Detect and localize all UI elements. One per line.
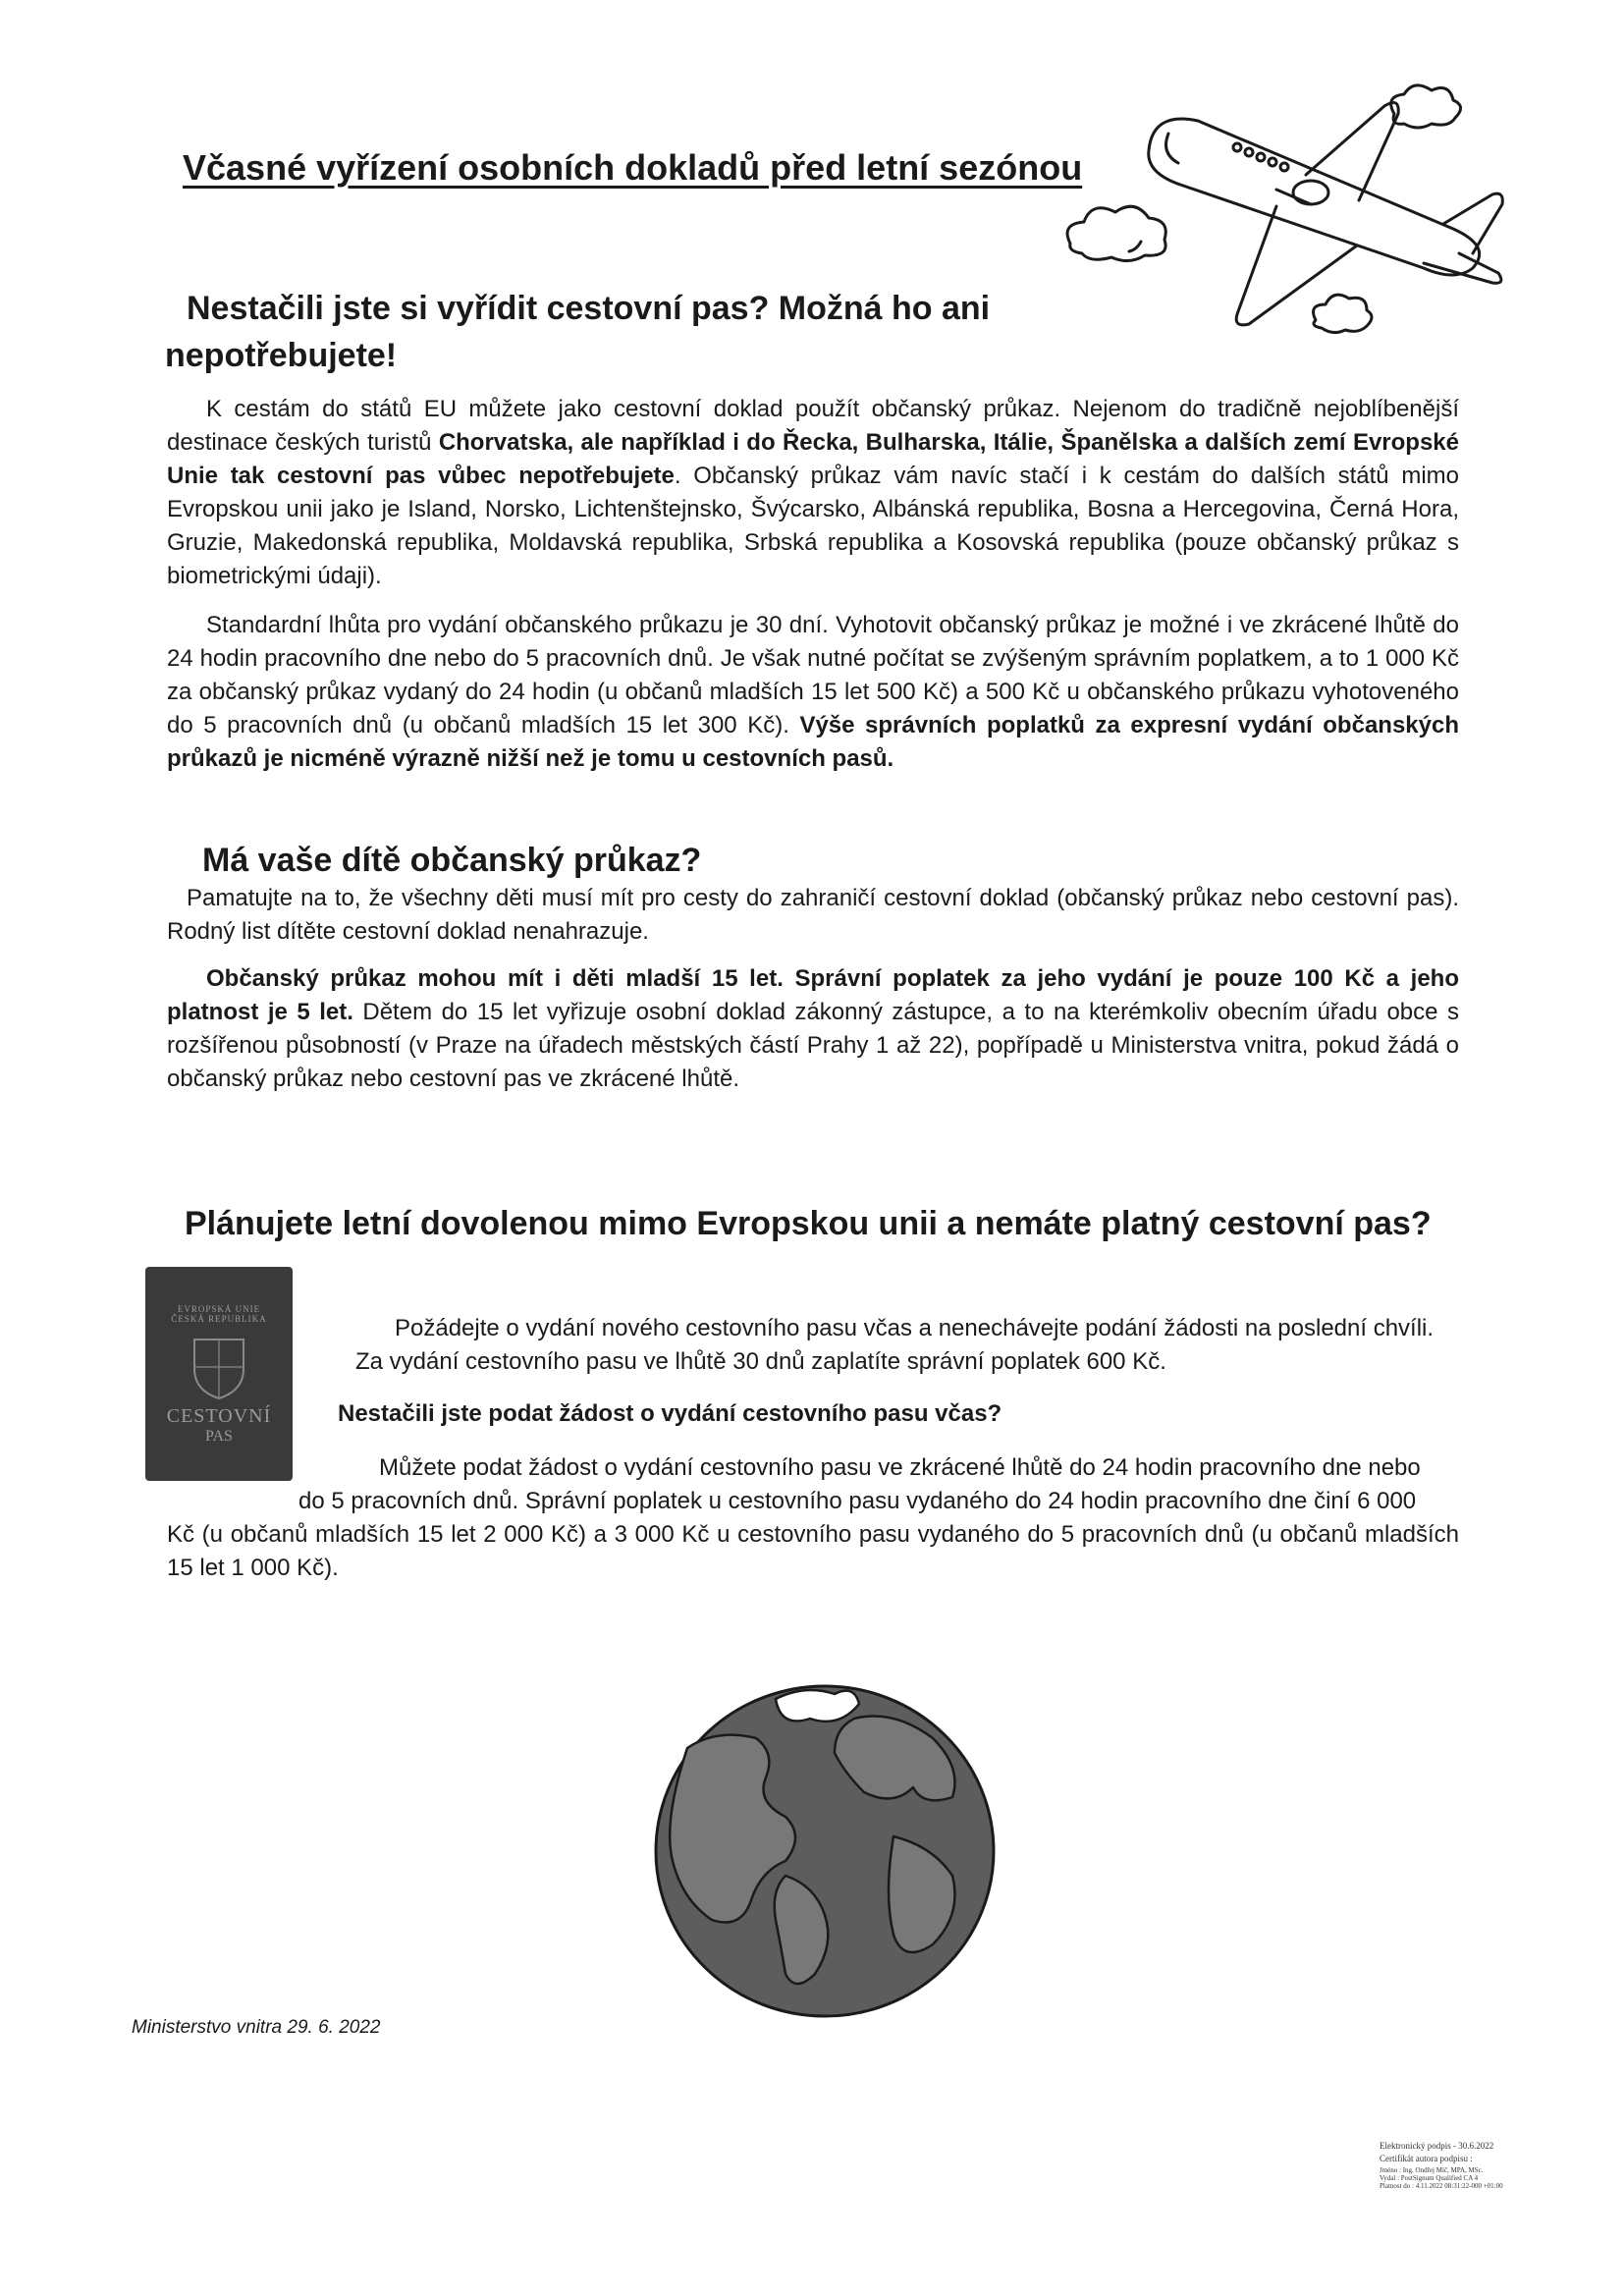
section1-heading bbox=[165, 285, 1049, 379]
section2-p2-text: Dětem do 15 let vyřizuje osobní doklad zákonný zástupce, a to na kterémkoliv obecním úřadu obce s rozšířenou působností (v Praze na úřadech městských částí Prahy 1 až 22), popřípadě u Ministerstva vnitra, pokud žádá o občanský průkaz nebo cestovní pas ve zkrácené lhůtě. bbox=[167, 999, 1459, 1092]
section1-heading-line1: Nestačili jste si vyřídit cestovní pas? Možná ho ani bbox=[187, 290, 991, 327]
electronic-signature bbox=[1380, 2141, 1561, 2190]
section1-p1-text-a: K cestám do států EU můžete jako cestovní doklad použít občanský průkaz. Nejenom do tradičně nejoblíbenější destinace českých turistů bbox=[167, 396, 1459, 456]
section3-p1-line1: Požádejte o vydání nového cestovního pasu včas a nenechávejte podání žádosti na poslední chvíli. bbox=[395, 1315, 1435, 1341]
section3-heading: Plánujete letní dovolenou mimo Evropskou unii a nemáte platný cestovní pas? bbox=[185, 1205, 1432, 1242]
footer-date: Ministerstvo vnitra 29. 6. 2022 bbox=[132, 2017, 381, 2038]
section1-p2-bold: Výše správních poplatků za expresní vydání občanských průkazů je nicméně výrazně nižší než je tomu u cestovních pasů. bbox=[167, 712, 1460, 772]
section3-p2-line2: do 5 pracovních dnů. Správní poplatek u cestovního pasu vydaného do 24 hodin pracovního dne činí 6 000 bbox=[298, 1488, 1417, 1514]
airplane-illustration bbox=[1051, 77, 1522, 361]
signature-line1: Elektronický podpis - 30.6.2022 bbox=[1380, 2141, 1494, 2151]
passport-image bbox=[145, 1267, 293, 1481]
section3-subheading: Nestačili jste podat žádost o vydání cestovního pasu včas? bbox=[338, 1400, 1002, 1427]
section1-heading-line2: nepotřebujete! bbox=[165, 337, 398, 374]
passport-word1: CESTOVNÍ bbox=[166, 1405, 272, 1427]
globe-illustration bbox=[648, 1679, 1001, 2023]
section1-p1-bold: Chorvatska, ale například i do Řecka, Bulharska, Itálie, Španělska a dalších zemí Evropské Unie tak cestovní pas vůbec nepotřebujete bbox=[167, 429, 1459, 489]
section3-p2-rest: Kč (u občanů mladších 15 let 2 000 Kč) a 3 000 Kč u cestovního pasu vydaného do 5 pracovních dnů (u občanů mladších 15 let 1 000 Kč). bbox=[167, 1521, 1459, 1581]
section3-p1-line2: Za vydání cestovního pasu ve lhůtě 30 dnů zaplatíte správní poplatek 600 Kč. bbox=[355, 1348, 1166, 1375]
section1-p2-text-a: Standardní lhůta pro vydání občanského průkazu je 30 dní. Vyhotovit občanský průkaz je možné i ve zkrácené lhůtě do 24 hodin pracovního dne nebo do 5 pracovních dnů. Je však nutné počítat se zvýšeným správním poplatkem, a to 1 000 Kč za občanský průkaz vydaný do 24 hodin (u občanů mladších 15 let 500 Kč) a 500 Kč u občanského průkazu vyhotoveného do 5 pracovních dnů (u občanů mladších 15 let 300 Kč). bbox=[167, 612, 1459, 738]
section2-heading: Má vaše dítě občanský průkaz? bbox=[202, 842, 702, 879]
section3-p2-line1: Můžete podat žádost o vydání cestovního pasu ve zkrácené lhůtě do 24 hodin pracovního dne nebo bbox=[379, 1454, 1421, 1481]
signature-line4: Vydal : PostSignum Qualified CA 4 bbox=[1380, 2174, 1479, 2182]
passport-word2: PAS bbox=[205, 1428, 233, 1445]
signature-line2: Certifikát autora podpisu : bbox=[1380, 2154, 1473, 2163]
section2-p2-bold: Občanský průkaz mohou mít i děti mladší 15 let. Správní poplatek za jeho vydání je pouze 100 Kč a jeho platnost je 5 let. bbox=[167, 965, 1459, 1025]
section1-paragraph-2 bbox=[167, 609, 1459, 776]
signature-line5: Platnost do : 4.11.2022 08:31:22-000 +01:00 bbox=[1380, 2182, 1503, 2190]
coat-of-arms-icon bbox=[189, 1336, 248, 1400]
section2-paragraph-1: Pamatujte na to, že všechny děti musí mít pro cesty do zahraničí cestovní doklad (občanský průkaz nebo cestovní pas). Rodný list dítěte cestovní doklad nenahrazuje. bbox=[167, 885, 1459, 945]
section1-paragraph-1 bbox=[167, 393, 1459, 593]
section2-paragraph-2 bbox=[167, 962, 1459, 1096]
signature-line3: Jméno : Ing. Ondřej Mič, MPA, MSc. bbox=[1380, 2166, 1484, 2174]
section3-paragraph-2 bbox=[167, 1451, 1459, 1585]
page-title: Včasné vyřízení osobních dokladů před letní sezónou bbox=[183, 147, 1083, 188]
passport-line1: EVROPSKÁ UNIE bbox=[177, 1304, 261, 1314]
section3-paragraph-1 bbox=[355, 1312, 1475, 1379]
passport-line2: ČESKÁ REPUBLIKA bbox=[171, 1314, 267, 1324]
section1-p1-text-c: . Občanský průkaz vám navíc stačí i k cestám do dalších států mimo Evropskou unii jako je Island, Norsko, Lichtenštejnsko, Švýcarsko, Albánská republika, Bosna a Hercegovina, Černá Hora, Gruzie, Makedonská republika, Moldavská republika, Srbská republika a Kosovská republika (pouze občanský průkaz s biometrickými údaji). bbox=[167, 463, 1460, 589]
